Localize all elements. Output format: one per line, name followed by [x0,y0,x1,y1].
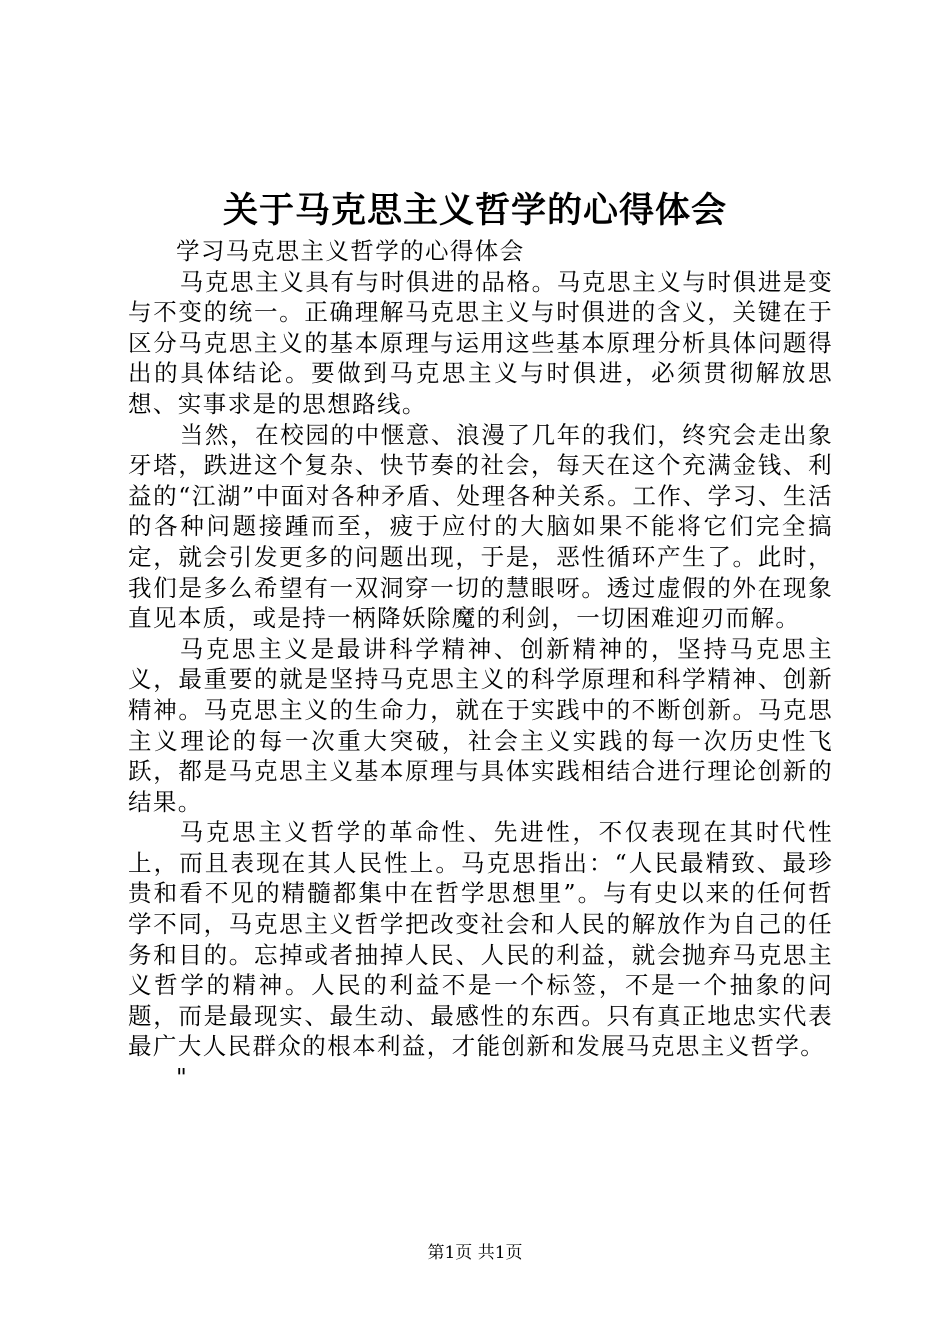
paragraph-4: 马克思主义哲学的革命性、先进性，不仅表现在其时代性上，而且表现在其人民性上。马克思指出：“人民最精致、最珍贵和看不见的精髓都集中在哲学思想里”。与有史以来的任何哲学不同，马克思主义哲学把改变社会和人民的解放作为自己的任务和目的。忘掉或者抽掉人民、人民的利益，就会抛弃马克思主义哲学的精神。人民的利益不是一个标签，不是一个抽象的问题，而是最现实、最生动、最感性的东西。只有真正地忠实代表最广大人民群众的根本利益，才能创新和发展马克思主义哲学。 [128,818,833,1061]
document-body [128,236,833,1092]
paragraph-3: 马克思主义是最讲科学精神、创新精神的，坚持马克思主义，最重要的就是坚持马克思主义的科学原理和科学精神、创新精神。马克思主义的生命力，就在于实践中的不断创新。马克思主义理论的每一次重大突破，社会主义实践的每一次历史性飞跃，都是马克思主义基本原理与具体实践相结合进行理论创新的结果。 [128,634,833,816]
page-footer: 第1页 共1页 [427,1243,523,1263]
document-subtitle: 学习马克思主义哲学的心得体会 [176,237,525,265]
paragraph-1: 马克思主义具有与时俱进的品格。马克思主义与时俱进是变与不变的统一。正确理解马克思主义与时俱进的含义，关键在于区分马克思主义的基本原理与运用这些基本原理分析具体问题得出的具体结论。要做到马克思主义与时俱进，必须贯彻解放思想、实事求是的思想路线。 [128,267,833,418]
trailing-quote-mark: " [176,1063,189,1092]
document-title: 关于马克思主义哲学的心得体会 [222,190,727,231]
paragraph-2: 当然，在校园的中惬意、浪漫了几年的我们，终究会走出象牙塔，跌进这个复杂、快节奏的社会，每天在这个充满金钱、利益的“江湖”中面对各种矛盾、处理各种关系。工作、学习、生活的各种问题接踵而至，疲于应付的大脑如果不能将它们完全搞定，就会引发更多的问题出现，于是，恶性循环产生了。此时，我们是多么希望有一双洞穿一切的慧眼呀。透过虚假的外在现象直见本质，或是持一柄降妖除魔的利剑，一切困难迎刃而解。 [128,420,833,633]
